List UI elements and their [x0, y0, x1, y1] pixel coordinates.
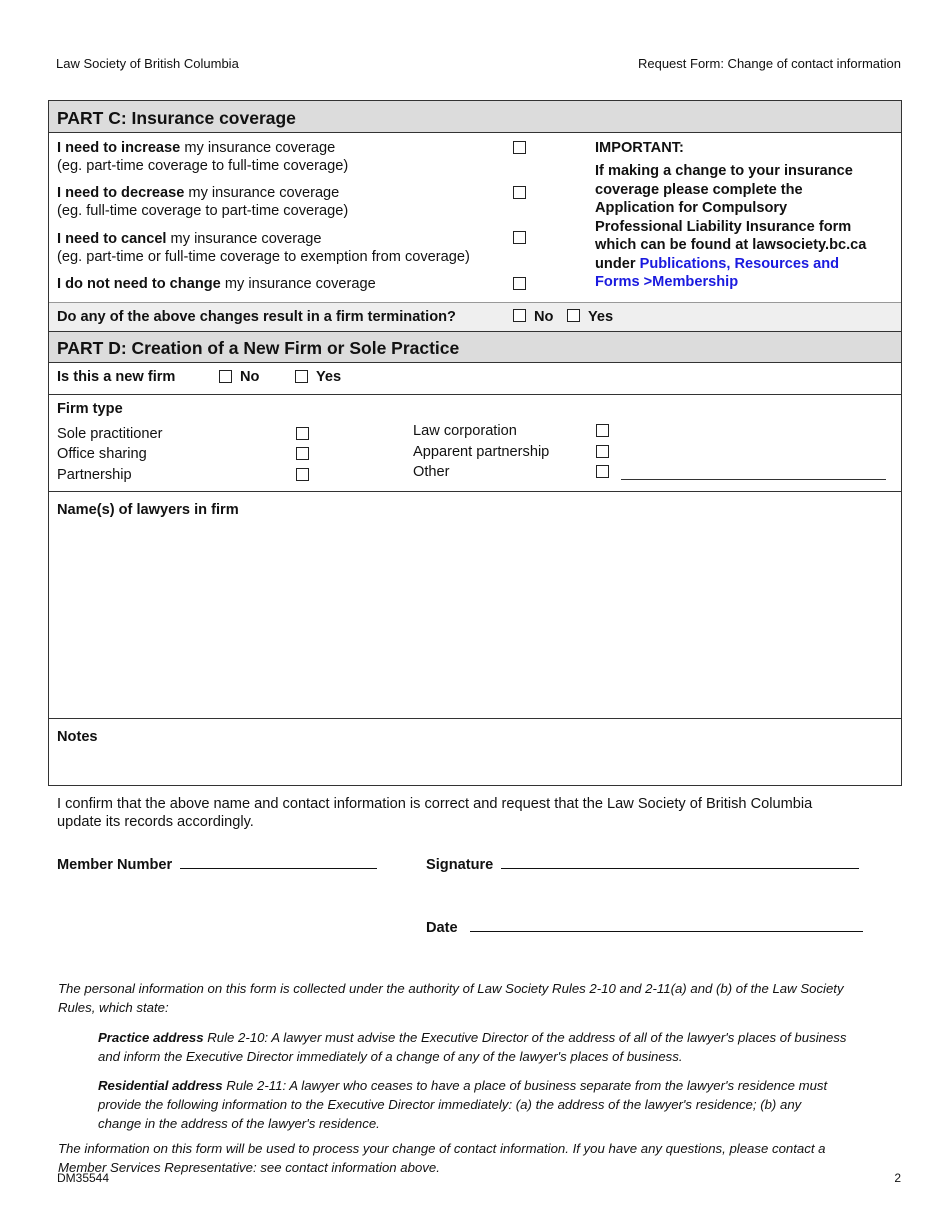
important-line-4: Professional Liability Insurance form	[595, 218, 852, 235]
divider	[49, 718, 901, 719]
lawyers-label: Name(s) of lawyers in firm	[57, 502, 239, 518]
option-cancel-sub: (eg. part-time or full-time coverage to exemption from coverage)	[57, 249, 470, 265]
important-line-1: If making a change to your insurance	[595, 163, 853, 179]
membership-link[interactable]: Forms >Membership	[595, 274, 739, 290]
termination-no-label: No	[534, 309, 554, 325]
practice-address-rule	[98, 1028, 846, 1066]
option-cancel-bold: I need to cancel	[57, 231, 167, 247]
practice-rule-line-2: and inform the Executive Director immediately of a change of any of the lawyer's places of business.	[98, 1049, 683, 1064]
confirmation-text	[57, 795, 812, 831]
new-firm-no-checkbox[interactable]	[219, 370, 232, 383]
option-decrease-bold: I need to decrease	[57, 185, 185, 201]
divider	[49, 491, 901, 492]
privacy-intro	[58, 979, 844, 1017]
confirmation-line-2: update its records accordingly.	[57, 814, 254, 830]
office-sharing-checkbox[interactable]	[296, 447, 309, 460]
part-d-title: PART D: Creation of a New Firm or Sole Practice	[57, 338, 460, 358]
partnership-checkbox[interactable]	[296, 468, 309, 481]
signature-field	[426, 854, 859, 874]
practice-rule-line-1: Rule 2-10: A lawyer must advise the Executive Director of the address of all of the lawyer's places of business	[203, 1030, 847, 1045]
increase-checkbox[interactable]	[513, 141, 526, 154]
document-id: DM35544	[57, 1171, 110, 1185]
part-c-title-band	[49, 101, 901, 133]
residential-address-rule	[98, 1076, 827, 1133]
privacy-outro-line-2: Member Services Representative: see contact information above.	[58, 1160, 440, 1175]
part-d-title-band	[49, 332, 901, 363]
option-no-change	[57, 275, 376, 293]
firm-type-partnership: Partnership	[57, 467, 132, 483]
other-type-input[interactable]	[621, 465, 886, 480]
firm-type-apparent-partnership: Apparent partnership	[413, 444, 550, 460]
practice-address-bold: Practice address	[98, 1030, 204, 1045]
divider	[49, 394, 901, 395]
option-cancel	[57, 230, 470, 266]
member-number-field	[57, 854, 377, 874]
other-checkbox[interactable]	[596, 465, 609, 478]
new-firm-yes-checkbox[interactable]	[295, 370, 308, 383]
signature-label: Signature	[426, 857, 494, 873]
firm-type-heading: Firm type	[57, 401, 123, 417]
privacy-intro-line-2: Rules, which state:	[58, 1000, 169, 1015]
notes-input-area[interactable]	[49, 748, 901, 784]
publications-link[interactable]: Publications, Resources and	[639, 255, 840, 272]
decrease-checkbox[interactable]	[513, 186, 526, 199]
member-number-input[interactable]	[180, 854, 377, 869]
member-number-label: Member Number	[57, 857, 173, 873]
firm-type-sole: Sole practitioner	[57, 426, 163, 442]
apparent-partnership-checkbox[interactable]	[596, 445, 609, 458]
option-decrease-sub: (eg. full-time coverage to part-time coverage)	[57, 203, 349, 219]
option-decrease	[57, 184, 348, 220]
date-input[interactable]	[470, 917, 863, 932]
lawyers-input-area[interactable]	[49, 520, 901, 717]
important-note	[595, 162, 866, 292]
privacy-intro-line-1: The personal information on this form is collected under the authority of Law Society Rules 2-10 and 2-11(a) and (b) of the Law Society	[58, 981, 844, 996]
termination-no-checkbox[interactable]	[513, 309, 526, 322]
new-firm-no-label: No	[240, 369, 260, 385]
new-firm-question: Is this a new firm	[57, 369, 176, 385]
part-c-title: PART C: Insurance coverage	[57, 108, 296, 128]
header-org-name: Law Society of British Columbia	[56, 56, 239, 71]
termination-question: Do any of the above changes result in a firm termination?	[57, 309, 456, 325]
important-line-5: which can be found at lawsociety.bc.ca	[595, 237, 867, 253]
important-heading: IMPORTANT:	[595, 140, 684, 156]
new-firm-yes-label: Yes	[316, 369, 342, 385]
firm-type-office-sharing: Office sharing	[57, 446, 147, 462]
important-line-6: under	[595, 255, 640, 272]
residential-address-bold: Residential address	[98, 1078, 223, 1093]
option-decrease-rest: my insurance coverage	[184, 185, 340, 201]
no-change-checkbox[interactable]	[513, 277, 526, 290]
option-increase-sub: (eg. part-time coverage to full-time coverage)	[57, 158, 349, 174]
signature-input[interactable]	[501, 854, 859, 869]
header-form-title: Request Form: Change of contact information	[637, 56, 901, 71]
page-number: 2	[894, 1171, 901, 1185]
residential-rule-line-2: provide the following information to the Executive Director immediately: (a) the address of the lawyer's residence; (b) any	[98, 1097, 802, 1112]
sole-practitioner-checkbox[interactable]	[296, 427, 309, 440]
cancel-checkbox[interactable]	[513, 231, 526, 244]
termination-yes-checkbox[interactable]	[567, 309, 580, 322]
option-no-change-rest: my insurance coverage	[220, 276, 376, 292]
privacy-outro	[58, 1139, 826, 1177]
important-line-2: coverage please complete the	[595, 181, 803, 198]
notes-label: Notes	[57, 729, 98, 745]
confirmation-line-1: I confirm that the above name and contact information is correct and request that the Law Society of British Columbia	[57, 796, 813, 812]
firm-type-other: Other	[413, 464, 450, 480]
residential-rule-line-3: change in the address of the lawyer's residence.	[98, 1116, 380, 1131]
option-increase-bold: I need to increase	[57, 140, 181, 156]
date-field	[426, 917, 863, 937]
residential-rule-line-1: Rule 2-11: A lawyer who ceases to have a place of business separate from the lawyer's residence must	[222, 1078, 828, 1093]
privacy-outro-line-1: The information on this form will be used to process your change of contact information. If you have any questions, please contact a	[58, 1141, 826, 1156]
option-increase-rest: my insurance coverage	[180, 140, 336, 156]
date-label: Date	[426, 920, 458, 936]
option-no-change-bold: I do not need to change	[57, 276, 221, 292]
important-line-3: Application for Compulsory	[595, 200, 788, 216]
firm-type-law-corporation: Law corporation	[413, 423, 517, 439]
termination-yes-label: Yes	[588, 309, 614, 325]
option-cancel-rest: my insurance coverage	[166, 231, 322, 247]
law-corporation-checkbox[interactable]	[596, 424, 609, 437]
option-increase	[57, 139, 348, 175]
